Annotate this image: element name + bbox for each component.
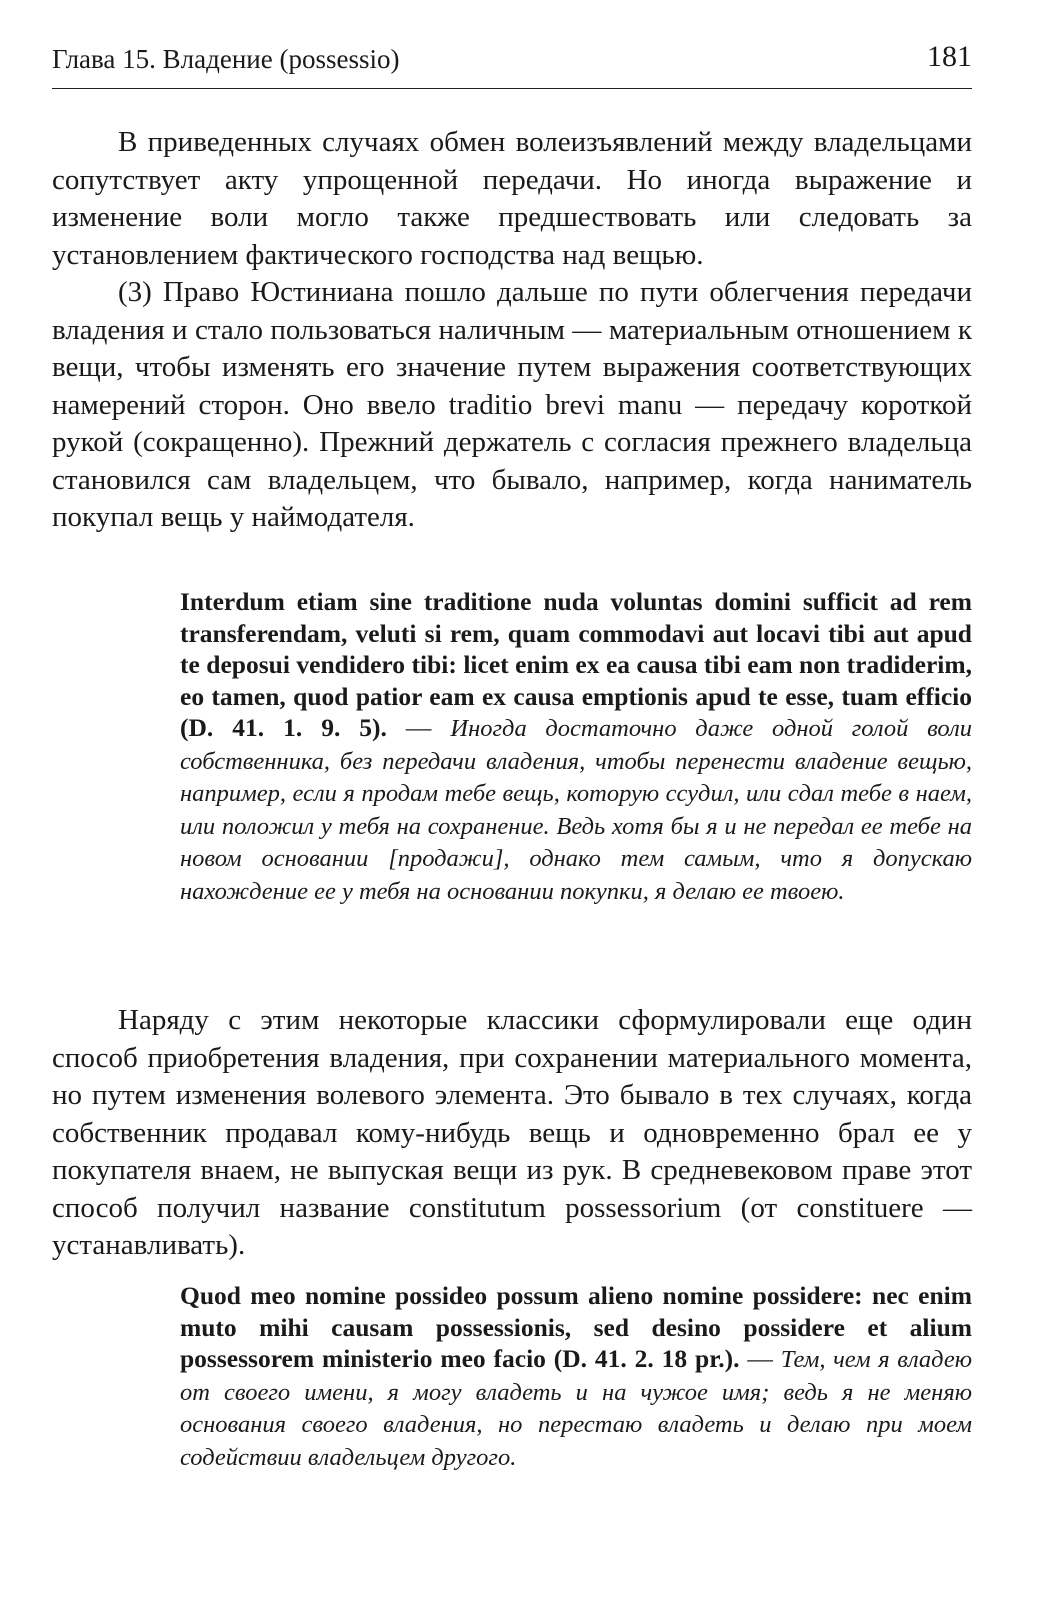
paragraph-1: В приведенных случаях обмен волеизъявлений между владельцами сопутствует акту упрощенной передачи. Но иногда выражение и изменение воли могло также предшествовать или следовать за установлением фактического господства над вещью. xyxy=(52,126,972,271)
page-number: 181 xyxy=(927,40,972,73)
running-header xyxy=(52,38,972,89)
quote-2-translation: Тем, чем я владею от своего имени, я могу владеть и на чужое имя; ведь я не меняю основания своего владения, но перестаю владеть и делаю при моем содействии владельцем другого. xyxy=(180,1346,973,1471)
digest-quote-1 xyxy=(180,586,972,907)
quote-1-latin: Interdum etiam sine traditione nuda voluntas domini sufficit ad rem transferendam, veluti si rem, quam commodavi aut locavi tibi aut apud te deposui vendidero tibi: licet enim ex ea causa tibi eam non tradiderim, eo tamen, quod patior eam ex causa emptionis apud te esse, tuam efficio (D. 41. 1. 9. 5). xyxy=(180,587,972,742)
quote-2-dash: — xyxy=(739,1344,781,1373)
quote-2-latin: Quod meo nomine possideo possum alieno nomine possidere: nec enim muto mihi causam possessionis, sed desino possidere et alium possessorem ministerio meo facio (D. 41. 2. 18 pr.). xyxy=(180,1281,972,1373)
paragraph-3: Наряду с этим некоторые классики сформулировали еще один способ приобретения владения, при сохранении материального момента, но путем изменения волевого элемента. Это бывало в тех случаях, когда собственник продавал кому-нибудь вещь и одновременно брал ее у покупателя внаем, не выпуская вещи из рук. В средневековом праве этот способ получил название constitutum possessorium (от constituere — устанавливать). xyxy=(52,1004,972,1261)
quote-1-dash: — xyxy=(386,713,451,742)
main-text-block-2 xyxy=(52,1002,972,1265)
digest-quote-2 xyxy=(180,1280,972,1473)
chapter-title: Глава 15. Владение (possessio) xyxy=(52,44,400,74)
paragraph-2: (3) Право Юстиниана пошло дальше по пути облегчения передачи владения и стало пользоваться наличным — материальным отношением к вещи, чтобы изменять его значение путем выражения соответствующих намерений сторон. Оно ввело traditio brevi manu — передачу короткой рукой (сокращенно). Прежний держатель с согласия прежнего владельца становился сам владельцем, что бывало, например, когда наниматель покупал вещь у наймодателя. xyxy=(52,276,972,533)
main-text-block-1 xyxy=(52,124,972,537)
quote-1-translation: Иногда достаточно даже одной голой воли собственника, без передачи владения, чтобы перенести владение вещью, например, если я продам тебе вещь, которую ссудил, или сдал тебе в наем, или положил у тебя на сохранение. Ведь хотя бы я и не передал ее тебе на новом основании [продажи], однако тем самым, что я допускаю нахождение ее у тебя на основании покупки, я делаю ее твоею. xyxy=(180,715,973,905)
